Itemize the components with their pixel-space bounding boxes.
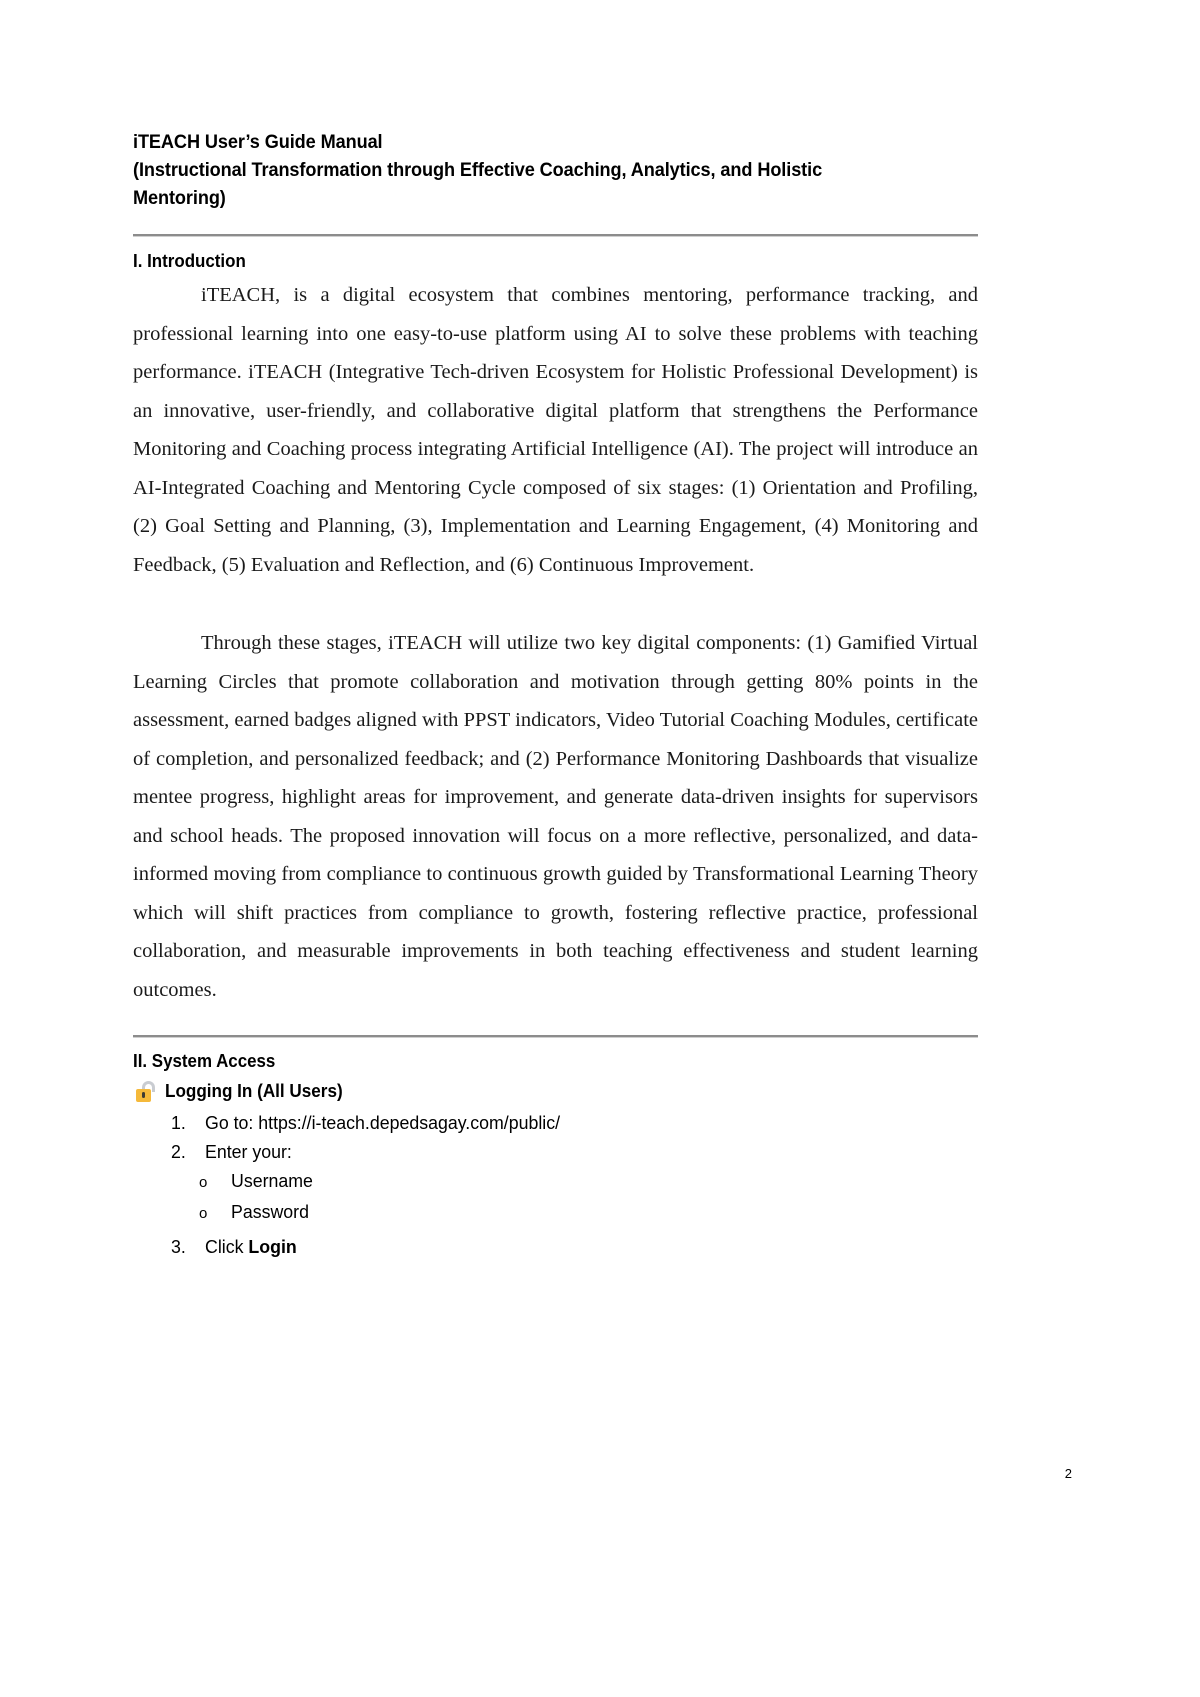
list-item-text [205,1232,297,1261]
list-marker: o [199,1205,208,1222]
list-item [171,1108,978,1137]
list-item [171,1232,978,1261]
introduction-paragraph-2: Through these stages, iTEACH will utilize two key digital components: (1) Gamified Virtual Learning Circles that promote collaboration and motivation through getting 80% points in the assessment, earned badges aligned with PPST indicators, Video Tutorial Coaching Modules, certificate of completion, and personalized feedback; and (2) Performance Monitoring Dashboards that visualize mentee progress, highlight areas for improvement, and generate data-driven insights for supervisors and school heads. The proposed innovation will focus on a more reflective, personalized, and data-informed moving from compliance to continuous growth guided by Transformational Learning Theory which will shift practices from compliance to growth, fostering reflective practice, professional collaboration, and measurable improvements in both teaching effectiveness and student learning outcomes. [133,632,978,1001]
login-steps-list [133,1108,978,1166]
divider-introduction [133,234,978,237]
login-steps-list-continued [133,1232,978,1261]
list-item-text [205,1137,292,1166]
page-content [133,128,978,1261]
list-marker: 1. [171,1112,186,1133]
page-number: 2 [1064,1466,1072,1481]
step-3-text: Click [205,1236,249,1257]
heading-introduction: I. Introduction [133,251,246,271]
list-item [199,1166,978,1197]
list-item [199,1197,978,1228]
lock-icon [135,1081,156,1102]
document-title-line-2: (Instructional Transformation through Effective Coaching, Analytics, and Holistic [133,159,823,181]
step-2-text: Enter your: [205,1141,292,1162]
heading-system-access: II. System Access [133,1051,276,1071]
list-item-text [205,1108,560,1137]
login-button-reference: Login [248,1236,297,1257]
username-label: Username [231,1170,313,1191]
introduction-paragraph-1: iTEACH, is a digital ecosystem that combines mentoring, performance tracking, and professional learning into one easy-to-use platform using AI to solve these problems with teaching performance. iTEACH (Integrative Tech-driven Ecosystem for Holistic Professional Development) is an innovative, user-friendly, and collaborative digital platform that strengthens the Performance Monitoring and Coaching process integrating Artificial Intelligence (AI). The project will introduce an AI-Integrated Coaching and Mentoring Cycle composed of six stages: (1) Orientation and Profiling, (2) Goal Setting and Planning, (3), Implementation and Learning Engagement, (4) Monitoring and Feedback, (5) Evaluation and Reflection, and (6) Continuous Improvement. [133,284,978,576]
divider-system-access [133,1035,978,1038]
password-label: Password [231,1201,309,1222]
document-title-line-1: iTEACH User’s Guide Manual [133,131,383,153]
logging-in-label: Logging In (All Users) [165,1081,343,1101]
step-1-text[interactable]: Go to: https://i-teach.depedsagay.com/public/ [205,1112,561,1133]
document-title [133,128,974,212]
document-title-line-3: Mentoring) [133,187,226,209]
list-item [171,1137,978,1166]
credentials-sublist [133,1166,978,1228]
list-marker: 2. [171,1141,186,1162]
list-marker: o [199,1174,208,1191]
logging-in-subheading [135,1078,978,1104]
list-marker: 3. [171,1236,186,1257]
